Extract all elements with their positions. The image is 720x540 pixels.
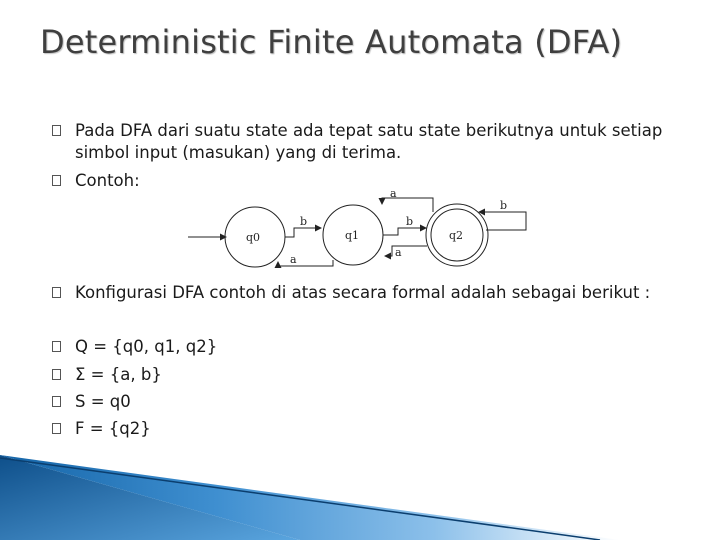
state-q2-label: q2: [449, 229, 464, 242]
edge-label-q0-q1: b: [300, 215, 308, 228]
bullet-text: F = {q2}: [75, 419, 151, 438]
bullet-text: Σ = {a, b}: [75, 365, 162, 384]
edge-label-q1-q2: b: [406, 215, 414, 228]
state-q0-label: q0: [246, 231, 261, 244]
bullet-text: Q = {q0, q1, q2}: [75, 337, 218, 356]
bullet-text: Konfigurasi DFA contoh di atas secara formal adalah sebagai berikut :: [75, 283, 651, 302]
state-q1-label: q1: [345, 229, 360, 242]
bullet-text: S = q0: [75, 392, 131, 411]
slide-title: Deterministic Finite Automata (DFA): [40, 23, 623, 61]
edge-label-top-a: a: [390, 190, 397, 200]
edge-label-q1-q0: a: [290, 253, 297, 266]
bullet-text: Pada DFA dari suatu state ada tepat satu state berikutnya untuk setiap simbol input (masukan) yang di terima.: [75, 121, 663, 162]
edge-label-q2-q1: a: [395, 246, 402, 259]
bullet-text: Contoh:: [75, 171, 140, 190]
edge-label-q2-self: b: [500, 199, 508, 212]
